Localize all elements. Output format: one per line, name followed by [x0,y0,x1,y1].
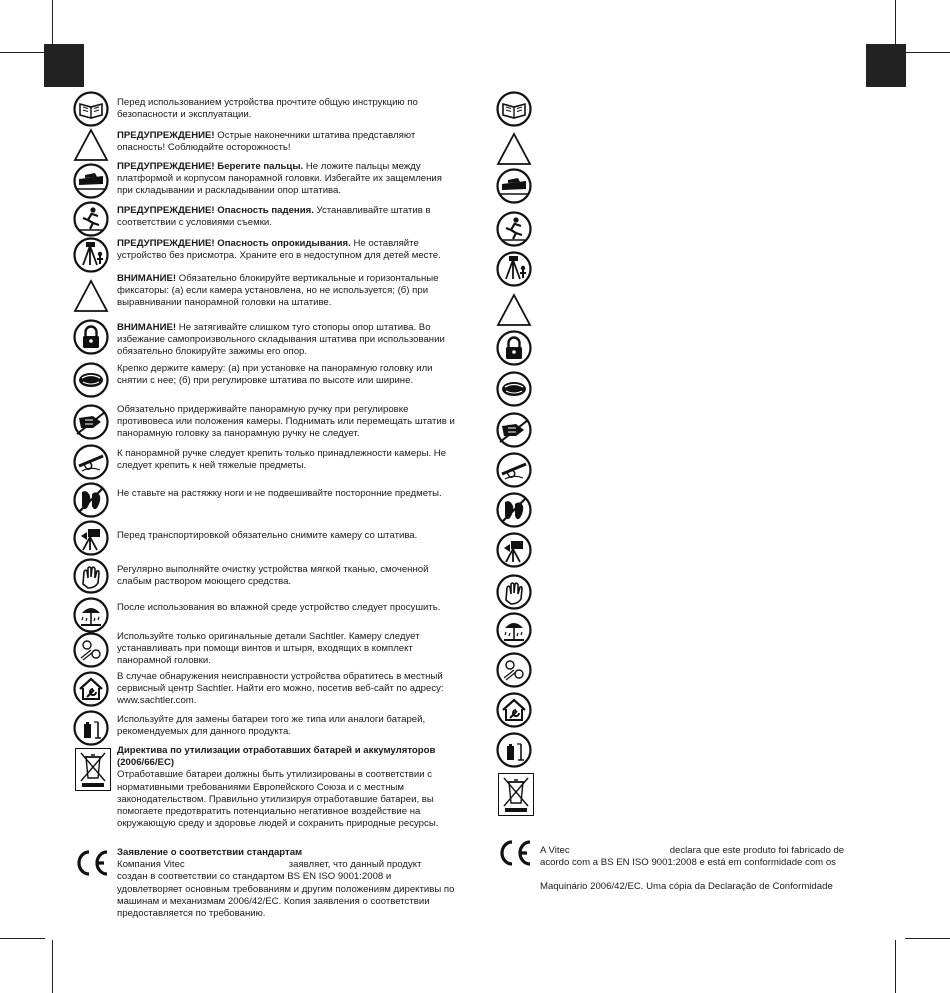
crop-mark [905,938,950,939]
service-centre-icon [73,671,109,707]
text-battery: Используйте для замены батареи того же типа или аналоги батарей, рекомендуемых для данного продукта. [117,714,426,738]
text-ce-pt-line2: acordo com a BS EN ISO 9001:2008 e está em conformidade com os [540,857,836,868]
page-tab-left [44,44,84,87]
text-ce-pt-line3: Maquinário 2006/42/EC. Uma cópia da Declaração de Conformidade [540,881,833,892]
crossed-bin-icon [498,773,534,816]
text-original-parts: Используйте только оригинальные детали Sachtler. Камеру следует устанавливать при помощи винтов и штыря, входящих в комплект панорамной головки. [117,631,420,667]
padlock-icon [73,319,109,355]
read-manual-icon [496,91,532,127]
text-weee: Директива по утилизации отработавших батарей и аккумуляторов (2006/66/EC) Отработавшие батареи должны быть утилизированы в соответствии с нормативными требованиями Европейского Союза и с местным законодательством. Правильно утилизируя отработавшие батареи, вы помогаете предотвратить потенциально негативное воздействие на окружающую среду и здоровье людей и сохранить природные ресурсы. [117,745,439,830]
crop-mark [0,52,45,53]
text-wet: После использования во влажной среде устройство следует просушить. [117,602,441,613]
wet-environment-icon [73,597,109,633]
text-read-manual: Перед использованием устройства прочтите общую инструкцию по безопасности и эксплуатации. [117,97,418,121]
crossed-bin-icon [75,748,111,791]
falling-person-icon [496,211,532,247]
read-manual-icon [73,91,109,127]
tipping-tripod-icon [496,251,532,287]
text-warning-sharp: ПРЕДУПРЕЖДЕНИЕ! Острые наконечники штатива представляют опасность! Соблюдайте осторожность! [117,130,416,154]
no-accessory-hang-icon [73,444,109,480]
text-warning-tipping: ПРЕДУПРЕЖДЕНИЕ! Опасность опрокидывания. Не оставляйте устройство без присмотра. Храните его в недоступном для детей месте. [117,238,441,262]
battery-icon [73,710,109,746]
crop-mark [895,940,896,993]
no-feet-on-spreader-icon [73,482,109,518]
text-transport: Перед транспортировкой обязательно снимите камеру со штатива. [117,530,418,541]
text-accessories: К панорамной ручке следует крепить только принадлежности камеры. Не следует крепить к ней тяжелые предметы. [117,448,447,472]
text-attention-lock: ВНИМАНИЕ! Обязательно блокируйте вертикальные и горизонтальные фиксаторы: (а) если камера установлена, но не используется; (б) при выравнивании панорамной головки на штативе. [117,273,439,309]
ce-mark-icon [496,835,540,871]
text-ce-declaration: Заявление о соответствии стандартам Компания Vitec заявляет, что данный продукт создан в соответствии со стандартом BS EN ISO 9001:2008 и удовлетворяет основным требованиям и другим положениям директивы по машинам и механизмам 2006/42/EC. Копия заявления о соответствии предоставляется по требованию. [117,847,455,920]
text-ce-pt-line1: A Vitec declara que este produto foi fabricado de [540,845,845,856]
no-accessory-hang-icon [496,452,532,488]
text-attention-clamps: ВНИМАНИЕ! Не затягивайте слишком туго стопоры опор штатива. Во избежание самопроизвольного складывания штатива при использовании обязательно блокируйте зажимы его опор. [117,322,445,358]
warning-triangle-icon [73,127,109,163]
tipping-tripod-icon [73,237,109,273]
padlock-icon [496,330,532,366]
service-centre-icon [496,692,532,728]
remove-camera-icon [73,520,109,556]
battery-icon [496,732,532,768]
text-pan-bar: Обязательно придерживайте панорамную ручку при регулировке противовеса или положения камеры. Поднимать или перемещать штатив и панорамную головку за панорамную ручку не следует. [117,404,455,440]
text-warning-fall: ПРЕДУПРЕЖДЕНИЕ! Опасность падения. Устанавливайте штатив в соответствии с условиями съемки. [117,205,431,229]
crop-mark [52,940,53,993]
warning-triangle-icon [496,292,532,328]
cleaning-hand-icon [73,558,109,594]
text-cleaning: Регулярно выполняйте очистку устройства мягкой тканью, смоченной слабым раствором моющего средства. [117,564,429,588]
ce-mark-icon [73,845,117,881]
warning-triangle-icon [73,278,109,314]
pinch-hand-icon [73,163,109,199]
text-grip-camera: Крепко держите камеру: (а) при установке на панорамную головку или снятии с нее; (б) при регулировке штатива по высоте или ширине. [117,363,433,387]
pan-bar-hand-icon [73,404,109,440]
no-feet-on-spreader-icon [496,492,532,528]
original-parts-icon [496,652,532,688]
original-parts-icon [73,632,109,668]
text-warning-fingers: ПРЕДУПРЕЖДЕНИЕ! Берегите пальцы. Не ложите пальцы между платформой и корпусом панорамной головки. Избегайте их защемления при складывании и раскладывании опор штатива. [117,161,442,197]
crop-mark [0,938,45,939]
grip-camera-icon [73,362,109,398]
text-spreader: Не ставьте на растяжку ноги и не подвешивайте посторонние предметы. [117,488,442,499]
pan-bar-hand-icon [496,412,532,448]
cleaning-hand-icon [496,574,532,610]
wet-environment-icon [496,612,532,648]
crop-mark [905,52,950,53]
remove-camera-icon [496,532,532,568]
page-tab-right [866,44,906,87]
grip-camera-icon [496,371,532,407]
warning-triangle-icon [496,131,532,167]
text-service: В случае обнаружения неисправности устройства обратитесь в местный сервисный центр Sachtler. Найти его можно, посетив веб-сайт по адресу: www.sachtler.com. [117,671,444,707]
pinch-hand-icon [496,168,532,204]
falling-person-icon [73,201,109,237]
